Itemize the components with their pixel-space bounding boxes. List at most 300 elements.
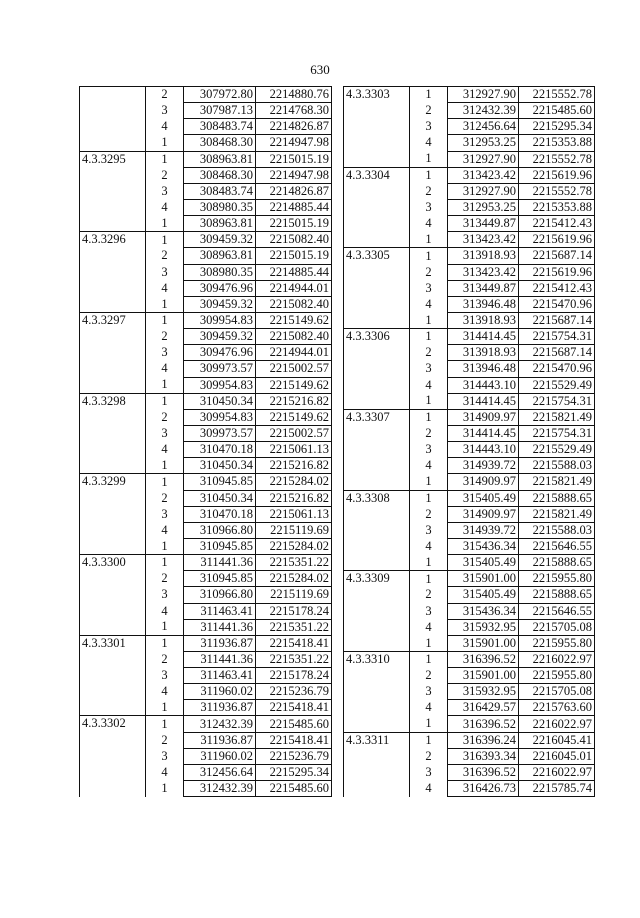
point-number: 1	[410, 571, 448, 587]
x-coordinate: 308980.35	[184, 199, 256, 215]
y-coordinate: 2215763.60	[519, 700, 595, 716]
x-coordinate: 310945.85	[184, 571, 256, 587]
table-row	[80, 635, 332, 651]
y-coordinate: 2215412.43	[519, 280, 595, 296]
parcel-id: 4.3.3300	[80, 555, 146, 636]
x-coordinate: 314414.45	[448, 329, 519, 345]
x-coordinate: 314939.72	[448, 458, 519, 474]
parcel-id: 4.3.3297	[80, 312, 146, 393]
x-coordinate: 310945.85	[184, 538, 256, 554]
x-coordinate: 316396.52	[448, 651, 519, 667]
point-number: 3	[161, 103, 168, 118]
y-coordinate: 2215754.31	[519, 329, 595, 345]
y-coordinate: 2215687.14	[519, 345, 595, 361]
x-coordinate: 309973.57	[184, 425, 256, 441]
page-number: 630	[310, 62, 330, 77]
point-number: 1	[161, 538, 168, 553]
x-coordinate: 312953.25	[448, 135, 519, 151]
point-number: 3	[425, 361, 432, 376]
table-row	[80, 87, 332, 103]
x-coordinate: 309954.83	[184, 377, 256, 393]
x-coordinate: 312953.25	[448, 199, 519, 215]
table-row	[344, 167, 595, 183]
y-coordinate: 2215002.57	[256, 425, 332, 441]
x-coordinate: 311441.36	[184, 619, 256, 635]
x-coordinate: 311936.87	[184, 732, 256, 748]
x-coordinate: 309954.83	[184, 312, 256, 328]
y-coordinate: 2215418.41	[256, 732, 332, 748]
x-coordinate: 310966.80	[184, 587, 256, 603]
y-coordinate: 2215687.14	[519, 312, 595, 328]
x-coordinate: 311960.02	[184, 684, 256, 700]
table-row	[80, 151, 332, 167]
y-coordinate: 2215284.02	[256, 571, 332, 587]
y-coordinate: 2215955.80	[519, 571, 595, 587]
point-number: 1	[410, 248, 448, 264]
point-number: 3	[425, 200, 432, 215]
point-number: 3	[161, 506, 168, 521]
y-coordinate: 2215552.78	[519, 151, 595, 167]
table-row	[80, 312, 332, 328]
point-number: 2	[425, 345, 432, 360]
y-coordinate: 2215216.82	[256, 490, 332, 506]
x-coordinate: 307987.13	[184, 103, 256, 119]
x-coordinate: 313946.48	[448, 361, 519, 377]
y-coordinate: 2215061.13	[256, 506, 332, 522]
x-coordinate: 316396.52	[448, 716, 519, 732]
y-coordinate: 2215295.34	[256, 764, 332, 780]
y-coordinate: 2215284.02	[256, 538, 332, 554]
x-coordinate: 313423.42	[448, 264, 519, 280]
y-coordinate: 2215888.65	[519, 555, 595, 571]
y-coordinate: 2215754.31	[519, 393, 595, 409]
x-coordinate: 314939.72	[448, 522, 519, 538]
point-number: 1	[161, 700, 168, 715]
y-coordinate: 2215119.69	[256, 522, 332, 538]
table-row	[80, 393, 332, 409]
point-number: 3	[425, 280, 432, 295]
point-number: 1	[425, 716, 432, 731]
x-coordinate: 313946.48	[448, 296, 519, 312]
y-coordinate: 2215119.69	[256, 587, 332, 603]
y-coordinate: 2215646.55	[519, 538, 595, 554]
parcel-id: 4.3.3302	[80, 716, 146, 797]
y-coordinate: 2214768.30	[256, 103, 332, 119]
x-coordinate: 311936.87	[184, 635, 256, 651]
point-number: 3	[425, 522, 432, 537]
table-row	[344, 490, 595, 506]
point-number: 1	[425, 151, 432, 166]
x-coordinate: 315436.34	[448, 603, 519, 619]
point-number: 1	[146, 151, 184, 167]
x-coordinate: 314909.97	[448, 506, 519, 522]
point-number: 1	[146, 555, 184, 571]
y-coordinate: 2214944.01	[256, 280, 332, 296]
parcel-id: 4.3.3304	[344, 167, 410, 248]
y-coordinate: 2215149.62	[256, 312, 332, 328]
point-number: 1	[161, 135, 168, 150]
point-number: 1	[146, 312, 184, 328]
point-number: 4	[161, 603, 168, 618]
x-coordinate: 316396.52	[448, 764, 519, 780]
x-coordinate: 308468.30	[184, 167, 256, 183]
point-number: 1	[425, 635, 432, 650]
x-coordinate: 313449.87	[448, 280, 519, 296]
x-coordinate: 313918.93	[448, 345, 519, 361]
point-number: 1	[161, 781, 168, 796]
parcel-id: 4.3.3295	[80, 151, 146, 232]
point-number: 1	[410, 87, 448, 103]
y-coordinate: 2215353.88	[519, 199, 595, 215]
point-number: 4	[161, 119, 168, 134]
y-coordinate: 2215418.41	[256, 700, 332, 716]
point-number: 4	[425, 619, 432, 634]
point-number: 3	[425, 442, 432, 457]
y-coordinate: 2216022.97	[519, 716, 595, 732]
point-number: 2	[425, 103, 432, 118]
x-coordinate: 310966.80	[184, 522, 256, 538]
y-coordinate: 2215015.19	[256, 151, 332, 167]
y-coordinate: 2215470.96	[519, 296, 595, 312]
y-coordinate: 2215061.13	[256, 442, 332, 458]
x-coordinate: 312927.90	[448, 183, 519, 199]
x-coordinate: 308468.30	[184, 135, 256, 151]
point-number: 2	[161, 490, 168, 505]
point-number: 4	[161, 442, 168, 457]
y-coordinate: 2215646.55	[519, 603, 595, 619]
point-number: 4	[425, 296, 432, 311]
y-coordinate: 2215351.22	[256, 619, 332, 635]
y-coordinate: 2215412.43	[519, 216, 595, 232]
point-number: 2	[425, 748, 432, 763]
parcel-id: 4.3.3311	[344, 732, 410, 797]
y-coordinate: 2215351.22	[256, 651, 332, 667]
x-coordinate: 309973.57	[184, 361, 256, 377]
x-coordinate: 314443.10	[448, 442, 519, 458]
parcel-id	[80, 87, 146, 152]
point-number: 1	[146, 232, 184, 248]
point-number: 2	[425, 506, 432, 521]
point-number: 2	[425, 587, 432, 602]
x-coordinate: 311463.41	[184, 603, 256, 619]
x-coordinate: 312432.39	[448, 103, 519, 119]
x-coordinate: 314414.45	[448, 393, 519, 409]
x-coordinate: 313918.93	[448, 248, 519, 264]
x-coordinate: 309459.32	[184, 329, 256, 345]
point-number: 1	[425, 393, 432, 408]
y-coordinate: 2215619.96	[519, 232, 595, 248]
point-number: 4	[425, 458, 432, 473]
x-coordinate: 308963.81	[184, 216, 256, 232]
point-number: 1	[146, 393, 184, 409]
y-coordinate: 2215888.65	[519, 490, 595, 506]
point-number: 1	[410, 409, 448, 425]
y-coordinate: 2215353.88	[519, 135, 595, 151]
x-coordinate: 311463.41	[184, 668, 256, 684]
point-number: 1	[146, 716, 184, 732]
point-number: 4	[161, 522, 168, 537]
point-number: 1	[410, 651, 448, 667]
table-row	[344, 571, 595, 587]
point-number: 2	[425, 426, 432, 441]
parcel-id: 4.3.3299	[80, 474, 146, 555]
x-coordinate: 310470.18	[184, 442, 256, 458]
table-row	[344, 409, 595, 425]
y-coordinate: 2215082.40	[256, 296, 332, 312]
x-coordinate: 310470.18	[184, 506, 256, 522]
point-number: 2	[161, 409, 168, 424]
point-number: 4	[425, 700, 432, 715]
y-coordinate: 2215082.40	[256, 232, 332, 248]
x-coordinate: 310450.34	[184, 458, 256, 474]
y-coordinate: 2215529.49	[519, 377, 595, 393]
point-number: 3	[425, 684, 432, 699]
x-coordinate: 315901.00	[448, 668, 519, 684]
x-coordinate: 312456.64	[184, 764, 256, 780]
parcel-id: 4.3.3298	[80, 393, 146, 474]
point-number: 2	[161, 329, 168, 344]
x-coordinate: 308963.81	[184, 151, 256, 167]
table-row	[80, 716, 332, 732]
y-coordinate: 2215002.57	[256, 361, 332, 377]
y-coordinate: 2215216.82	[256, 393, 332, 409]
y-coordinate: 2214885.44	[256, 199, 332, 215]
point-number: 1	[410, 167, 448, 183]
point-number: 1	[410, 732, 448, 748]
y-coordinate: 2215888.65	[519, 587, 595, 603]
y-coordinate: 2215216.82	[256, 458, 332, 474]
y-coordinate: 2215705.08	[519, 619, 595, 635]
y-coordinate: 2215785.74	[519, 781, 595, 797]
y-coordinate: 2214826.87	[256, 183, 332, 199]
y-coordinate: 2215529.49	[519, 442, 595, 458]
point-number: 3	[161, 183, 168, 198]
x-coordinate: 311960.02	[184, 748, 256, 764]
y-coordinate: 2215236.79	[256, 748, 332, 764]
x-coordinate: 316396.24	[448, 732, 519, 748]
y-coordinate: 2215619.96	[519, 167, 595, 183]
y-coordinate: 2215485.60	[519, 103, 595, 119]
y-coordinate: 2215236.79	[256, 684, 332, 700]
table-row	[80, 232, 332, 248]
point-number: 1	[146, 635, 184, 651]
x-coordinate: 315901.00	[448, 635, 519, 651]
y-coordinate: 2215588.03	[519, 522, 595, 538]
y-coordinate: 2215705.08	[519, 684, 595, 700]
x-coordinate: 307972.80	[184, 87, 256, 103]
y-coordinate: 2215821.49	[519, 506, 595, 522]
parcel-id: 4.3.3309	[344, 571, 410, 652]
point-number: 2	[161, 651, 168, 666]
point-number: 4	[161, 361, 168, 376]
point-number: 3	[161, 426, 168, 441]
x-coordinate: 313423.42	[448, 167, 519, 183]
y-coordinate: 2215955.80	[519, 668, 595, 684]
x-coordinate: 309476.96	[184, 280, 256, 296]
x-coordinate: 309459.32	[184, 232, 256, 248]
point-number: 3	[425, 764, 432, 779]
y-coordinate: 2214947.98	[256, 167, 332, 183]
x-coordinate: 310450.34	[184, 393, 256, 409]
y-coordinate: 2215149.62	[256, 409, 332, 425]
y-coordinate: 2215284.02	[256, 474, 332, 490]
table-row	[344, 87, 595, 103]
y-coordinate: 2214885.44	[256, 264, 332, 280]
point-number: 1	[161, 619, 168, 634]
coordinates-table-left	[79, 86, 332, 797]
y-coordinate: 2216022.97	[519, 651, 595, 667]
x-coordinate: 311936.87	[184, 700, 256, 716]
y-coordinate: 2215470.96	[519, 361, 595, 377]
point-number: 2	[161, 732, 168, 747]
y-coordinate: 2215149.62	[256, 377, 332, 393]
y-coordinate: 2215552.78	[519, 183, 595, 199]
point-number: 4	[161, 684, 168, 699]
x-coordinate: 311441.36	[184, 555, 256, 571]
x-coordinate: 312432.39	[184, 781, 256, 797]
y-coordinate: 2215588.03	[519, 458, 595, 474]
parcel-id: 4.3.3306	[344, 329, 410, 410]
point-number: 3	[161, 264, 168, 279]
point-number: 1	[161, 458, 168, 473]
coordinates-table-right	[343, 86, 595, 797]
point-number: 3	[161, 748, 168, 763]
x-coordinate: 308963.81	[184, 248, 256, 264]
x-coordinate: 313449.87	[448, 216, 519, 232]
point-number: 1	[425, 232, 432, 247]
x-coordinate: 309954.83	[184, 409, 256, 425]
x-coordinate: 308483.74	[184, 119, 256, 135]
point-number: 4	[425, 539, 432, 553]
x-coordinate: 315932.95	[448, 684, 519, 700]
point-number: 1	[425, 474, 432, 489]
y-coordinate: 2215015.19	[256, 216, 332, 232]
y-coordinate: 2215552.78	[519, 87, 595, 103]
x-coordinate: 314443.10	[448, 377, 519, 393]
y-coordinate: 2215178.24	[256, 668, 332, 684]
parcel-id: 4.3.3307	[344, 409, 410, 490]
point-number: 2	[161, 167, 168, 182]
point-number: 1	[425, 312, 432, 327]
point-number: 2	[425, 183, 432, 198]
x-coordinate: 314909.97	[448, 474, 519, 490]
y-coordinate: 2215821.49	[519, 474, 595, 490]
x-coordinate: 309476.96	[184, 345, 256, 361]
table-row	[344, 732, 595, 748]
x-coordinate: 314909.97	[448, 409, 519, 425]
x-coordinate: 309459.32	[184, 296, 256, 312]
point-number: 3	[161, 345, 168, 360]
table-row	[80, 474, 332, 490]
point-number: 4	[425, 781, 432, 796]
x-coordinate: 312456.64	[448, 119, 519, 135]
x-coordinate: 314414.45	[448, 425, 519, 441]
x-coordinate: 316426.73	[448, 781, 519, 797]
y-coordinate: 2215619.96	[519, 264, 595, 280]
point-number: 3	[425, 603, 432, 618]
point-number: 4	[425, 216, 432, 231]
y-coordinate: 2215082.40	[256, 329, 332, 345]
point-number: 4	[161, 280, 168, 295]
point-number: 4	[161, 764, 168, 779]
parcel-id: 4.3.3308	[344, 490, 410, 571]
y-coordinate: 2215351.22	[256, 555, 332, 571]
point-number: 1	[161, 377, 168, 392]
y-coordinate: 2216022.97	[519, 764, 595, 780]
y-coordinate: 2214944.01	[256, 345, 332, 361]
point-number: 1	[161, 215, 168, 230]
x-coordinate: 311441.36	[184, 651, 256, 667]
x-coordinate: 312432.39	[184, 716, 256, 732]
y-coordinate: 2215485.60	[256, 716, 332, 732]
point-number: 2	[425, 264, 432, 279]
table-row	[344, 651, 595, 667]
point-number: 1	[410, 490, 448, 506]
y-coordinate: 2215295.34	[519, 119, 595, 135]
point-number: 2	[161, 248, 168, 263]
y-coordinate: 2214826.87	[256, 119, 332, 135]
y-coordinate: 2215015.19	[256, 248, 332, 264]
y-coordinate: 2215418.41	[256, 635, 332, 651]
point-number: 4	[161, 200, 168, 215]
parcel-id: 4.3.3305	[344, 248, 410, 329]
point-number: 4	[425, 377, 432, 392]
x-coordinate: 312927.90	[448, 87, 519, 103]
point-number: 3	[425, 119, 432, 134]
x-coordinate: 310450.34	[184, 490, 256, 506]
y-coordinate: 2215178.24	[256, 603, 332, 619]
x-coordinate: 315405.49	[448, 490, 519, 506]
point-number: 3	[161, 587, 168, 602]
x-coordinate: 310945.85	[184, 474, 256, 490]
point-number: 3	[161, 668, 168, 683]
y-coordinate: 2215821.49	[519, 409, 595, 425]
parcel-id: 4.3.3310	[344, 651, 410, 732]
y-coordinate: 2214947.98	[256, 135, 332, 151]
y-coordinate: 2215754.31	[519, 425, 595, 441]
x-coordinate: 308980.35	[184, 264, 256, 280]
x-coordinate: 315436.34	[448, 538, 519, 554]
point-number: 2	[146, 87, 184, 103]
x-coordinate: 313918.93	[448, 312, 519, 328]
y-coordinate: 2215955.80	[519, 635, 595, 651]
point-number: 2	[425, 668, 432, 683]
parcel-id: 4.3.3296	[80, 232, 146, 313]
x-coordinate: 312927.90	[448, 151, 519, 167]
y-coordinate: 2215485.60	[256, 781, 332, 797]
point-number: 4	[425, 135, 432, 150]
x-coordinate: 308483.74	[184, 183, 256, 199]
point-number: 1	[161, 296, 168, 311]
x-coordinate: 315405.49	[448, 587, 519, 603]
point-number: 1	[425, 554, 432, 569]
point-number: 1	[410, 329, 448, 345]
y-coordinate: 2214880.76	[256, 87, 332, 103]
table-row	[344, 329, 595, 345]
x-coordinate: 316429.57	[448, 700, 519, 716]
y-coordinate: 2216045.41	[519, 732, 595, 748]
parcel-id: 4.3.3303	[344, 87, 410, 168]
x-coordinate: 315901.00	[448, 571, 519, 587]
y-coordinate: 2216045.01	[519, 748, 595, 764]
y-coordinate: 2215687.14	[519, 248, 595, 264]
x-coordinate: 316393.34	[448, 748, 519, 764]
x-coordinate: 315932.95	[448, 619, 519, 635]
table-row	[344, 248, 595, 264]
point-number: 2	[161, 571, 168, 586]
parcel-id: 4.3.3301	[80, 635, 146, 716]
x-coordinate: 313423.42	[448, 232, 519, 248]
